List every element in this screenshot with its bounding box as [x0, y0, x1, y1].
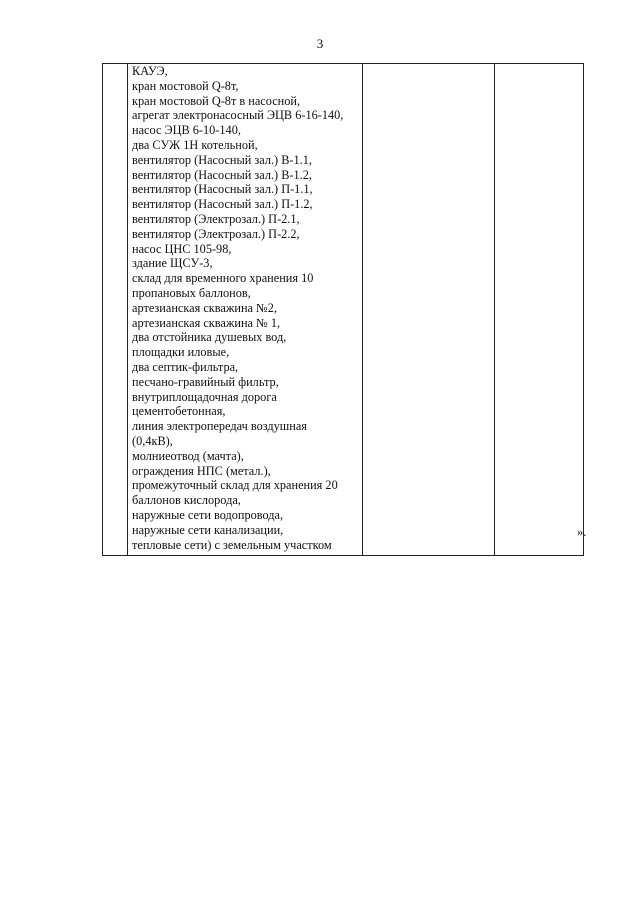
- list-item: насос ЭЦВ 6-10-140,: [132, 123, 241, 138]
- index-cell: [103, 64, 128, 556]
- list-item: вентилятор (Насосный зал.) П-1.1,: [132, 182, 313, 197]
- page-number: 3: [316, 36, 324, 51]
- list-item: артезианская скважина № 1,: [132, 315, 281, 330]
- list-item: кран мостовой Q-8т в насосной,: [132, 93, 301, 108]
- details-cell: [495, 64, 587, 556]
- list-item: вентилятор (Насосный зал.) В-1.2,: [132, 167, 312, 182]
- object-description-cell: [128, 64, 363, 556]
- list-item: площадки иловые,: [132, 345, 230, 360]
- list-item: внутриплощадочная дорога: [132, 389, 277, 404]
- list-item: агрегат электронасосный ЭЦВ 6-16-140,: [132, 108, 344, 123]
- list-item: вентилятор (Насосный зал.) П-1.2,: [132, 197, 313, 212]
- list-item: вентилятор (Электрозал.) П-2.1,: [132, 211, 300, 226]
- closing-quote: ».: [577, 525, 587, 539]
- list-item: (0,4кВ),: [132, 433, 173, 448]
- list-item: вентилятор (Электрозал.) П-2.2,: [132, 226, 300, 241]
- list-item: промежуточный склад для хранения 20: [132, 478, 338, 493]
- list-item: наружные сети канализации,: [132, 522, 284, 537]
- property-table: [102, 63, 587, 556]
- list-item: два септик-фильтра,: [132, 359, 239, 374]
- list-item: КАУЭ,: [132, 64, 168, 78]
- address-cell: [363, 64, 495, 556]
- list-item: молниеотвод (мачта),: [132, 448, 244, 463]
- list-item: ограждения НПС (метал.),: [132, 463, 271, 478]
- list-item: баллонов кислорода,: [132, 493, 241, 508]
- list-item: наружные сети водопровода,: [132, 507, 284, 522]
- table-row: [103, 64, 584, 556]
- list-item: два отстойника душевых вод,: [132, 330, 287, 345]
- list-item: кран мостовой Q-8т,: [132, 78, 239, 93]
- list-item: здание ЩСУ-3,: [132, 256, 213, 271]
- list-item: вентилятор (Насосный зал.) В-1.1,: [132, 152, 312, 167]
- list-item: тепловые сети) с земельным участком: [132, 537, 332, 552]
- list-item: цементобетонная,: [132, 404, 226, 419]
- list-item: артезианская скважина №2,: [132, 300, 278, 315]
- list-item: песчано-гравийный фильтр,: [132, 374, 279, 389]
- list-item: линия электропередач воздушная: [132, 419, 307, 434]
- list-item: насос ЦНС 105-98,: [132, 241, 232, 256]
- list-item: склад для временного хранения 10: [132, 271, 314, 286]
- object-list: [128, 64, 362, 552]
- list-item: два СУЖ 1Н котельной,: [132, 137, 258, 152]
- list-item: пропановых баллонов,: [132, 285, 251, 300]
